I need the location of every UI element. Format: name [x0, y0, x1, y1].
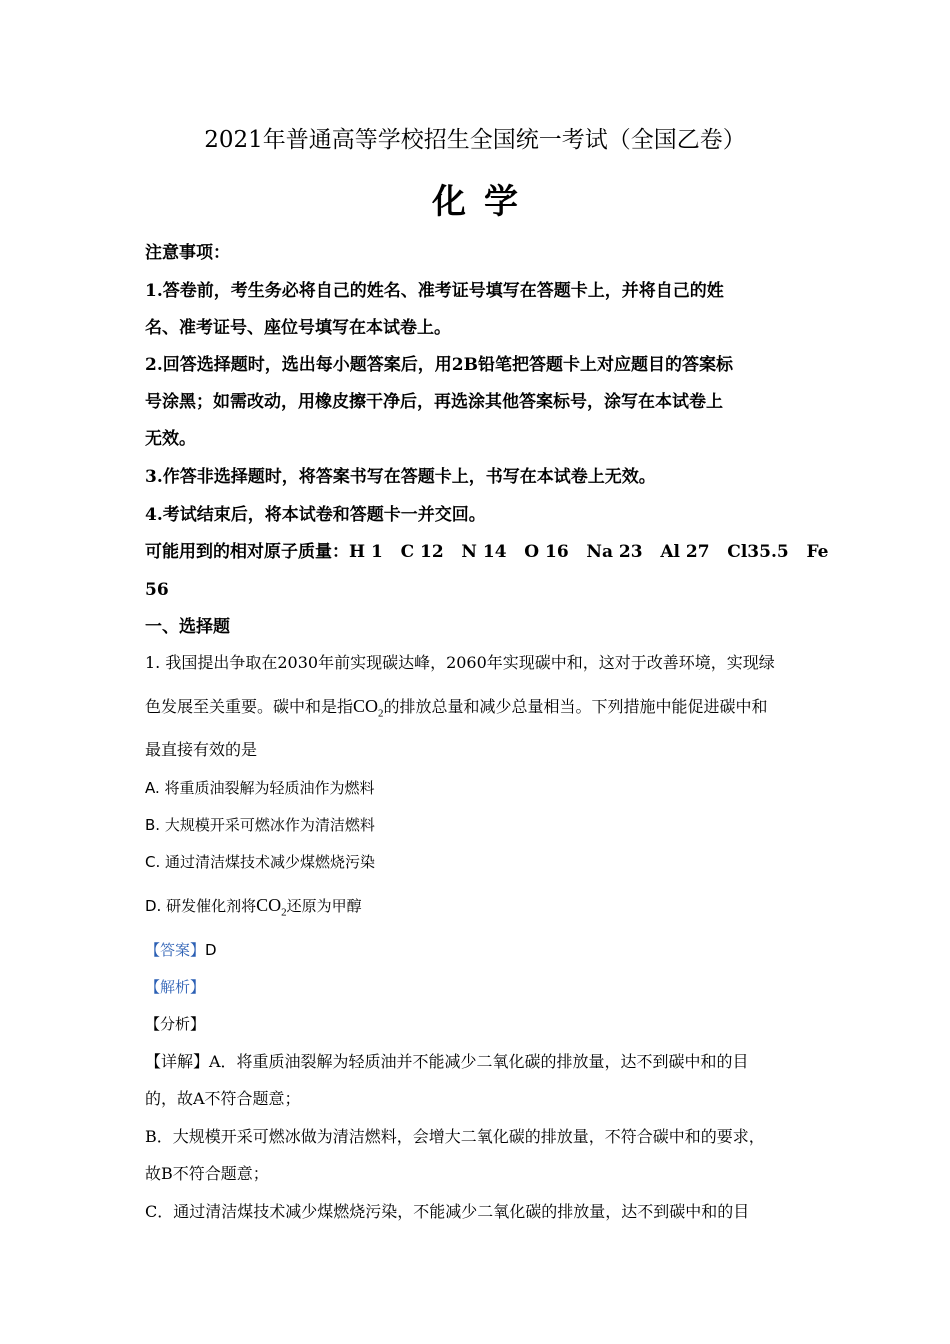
notice-item-2-line-2: 号涂黑；如需改动，用橡皮擦干净后，再选涂其他答案标号，涂写在本试卷上	[145, 392, 723, 412]
answer-value: D	[205, 941, 217, 959]
option-a: A. 将重质油裂解为轻质油作为燃料	[145, 779, 375, 797]
detail-c-line-1: C．通过清洁煤技术减少煤燃烧污染，不能减少二氧化碳的排放量，达不到碳中和的目	[145, 1202, 750, 1221]
answer-line	[145, 940, 217, 960]
question-1-line-2-text-after: 的排放总量和减少总量相当。下列措施中能促进碳中和	[383, 697, 768, 716]
option-d	[145, 895, 362, 923]
co2-formula-option-d	[256, 895, 287, 919]
analysis-label: 【解析】	[145, 978, 206, 996]
notice-item-1-line-2: 名、准考证号、座位号填写在本试卷上。	[145, 318, 451, 338]
atomic-mass-line-2: 56	[145, 580, 169, 600]
question-1-line-2	[145, 696, 768, 724]
answer-label: 【答案】	[145, 941, 206, 959]
section-title: 一、选择题	[145, 617, 230, 637]
question-1-line-3: 最直接有效的是	[145, 740, 258, 759]
co2-formula-option-d-main: CO	[256, 895, 282, 915]
notice-heading: 注意事项：	[145, 243, 230, 263]
question-1-line-2-text-before: 色发展至关重要。碳中和是指	[145, 697, 354, 716]
detail-a-line-2: 的，故A不符合题意；	[145, 1089, 301, 1108]
subject-title: 化学	[432, 182, 536, 222]
notice-item-2-line-1: 2.回答选择题时，选出每小题答案后，用2B铅笔把答题卡上对应题目的答案标	[145, 355, 733, 375]
atomic-mass-line-1: 可能用到的相对原子质量：H 1 C 12 N 14 O 16 Na 23 Al 27 Cl35.5 Fe	[145, 542, 829, 562]
option-b: B. 大规模开采可燃冰作为清洁燃料	[145, 816, 375, 834]
detail-b-line-2: 故B不符合题意；	[145, 1164, 269, 1183]
co2-formula-option-d-sub: 2	[281, 906, 287, 919]
fenxi-label: 【分析】	[145, 1015, 206, 1033]
option-c: C. 通过清洁煤技术减少煤燃烧污染	[145, 853, 376, 871]
option-d-text-after: 还原为甲醇	[286, 897, 362, 915]
notice-item-2-line-3: 无效。	[145, 429, 196, 449]
question-1-line-1: 1. 我国提出争取在2030年前实现碳达峰，2060年实现碳中和，这对于改善环境，实现绿	[145, 653, 775, 672]
option-d-text-before: D. 研发催化剂将	[145, 897, 257, 915]
notice-item-4: 4.考试结束后，将本试卷和答题卡一并交回。	[145, 505, 486, 525]
notice-item-3: 3.作答非选择题时，将答案书写在答题卡上，书写在本试卷上无效。	[145, 467, 656, 487]
detail-b-line-1: B．大规模开采可燃冰做为清洁燃料，会增大二氧化碳的排放量，不符合碳中和的要求，	[145, 1127, 765, 1146]
co2-formula-main: CO	[353, 696, 379, 716]
co2-formula-sub: 2	[378, 707, 384, 720]
exam-title: 2021年普通高等学校招生全国统一考试（全国乙卷）	[204, 127, 746, 153]
co2-formula	[353, 696, 384, 720]
detail-a-line-1: 【详解】A．将重质油裂解为轻质油并不能减少二氧化碳的排放量，达不到碳中和的目	[145, 1052, 749, 1071]
notice-item-1-line-1: 1.答卷前，考生务必将自己的姓名、准考证号填写在答题卡上，并将自己的姓	[145, 281, 724, 301]
